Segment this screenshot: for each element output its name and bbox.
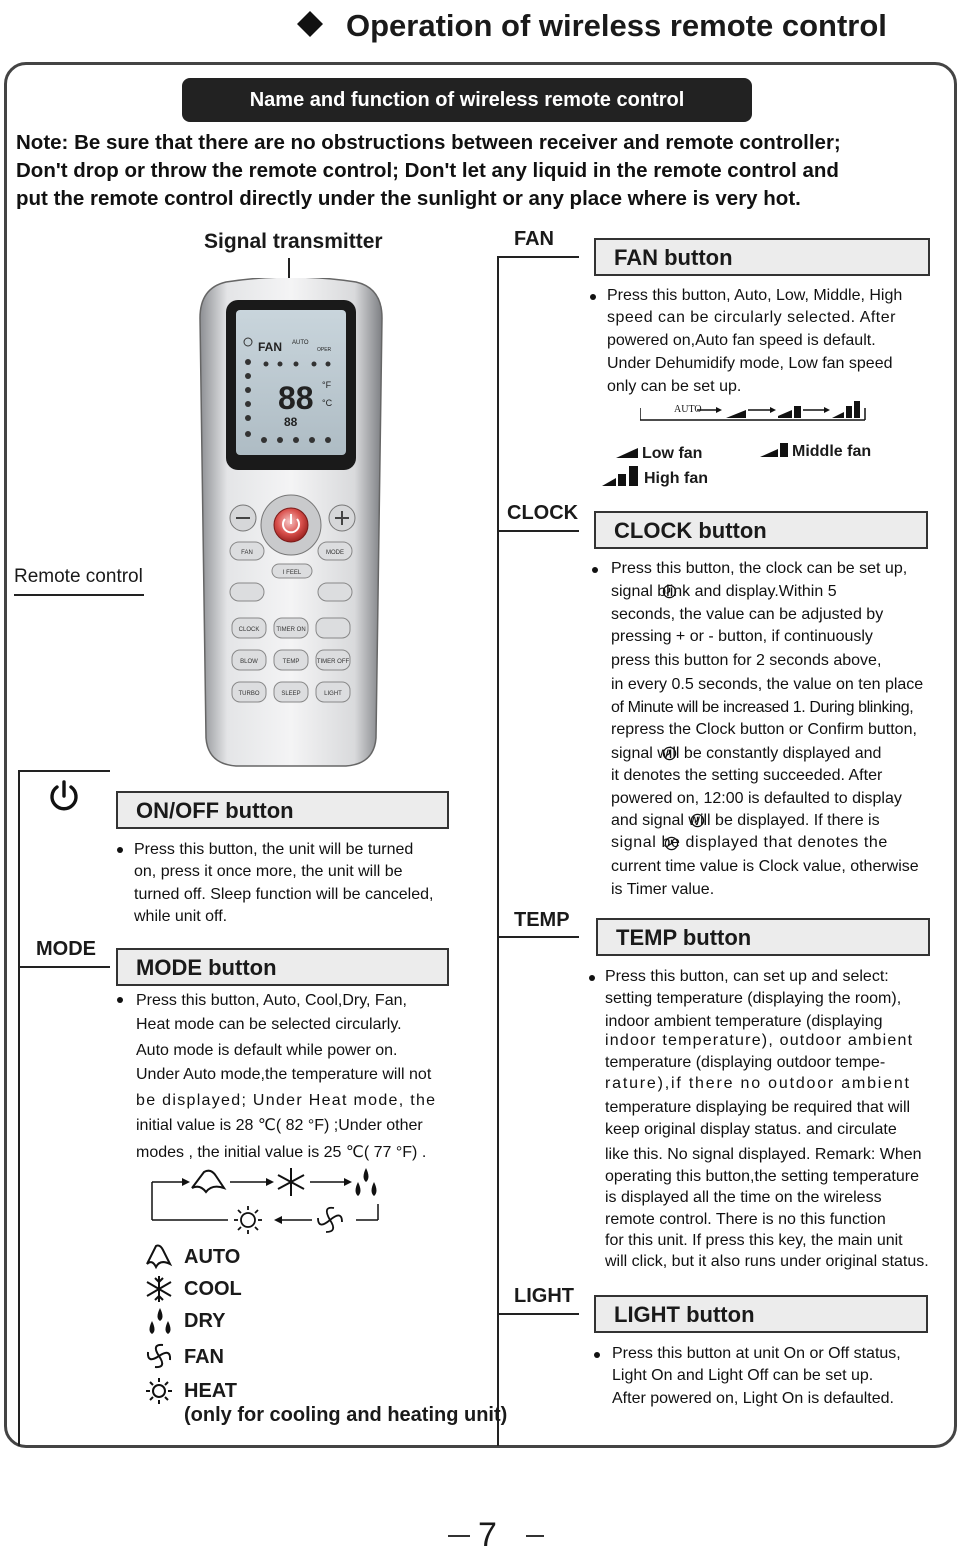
- clock-connector: [497, 530, 579, 532]
- lcd-temp-c: °C: [322, 398, 333, 408]
- clock-line-8: repress the Clock button or Confirm button,: [611, 721, 917, 738]
- onoff-line-3: turned off. Sleep function will be canceled,: [134, 886, 434, 903]
- light-connector: [497, 1313, 579, 1315]
- remote-blow-label: BLOW: [240, 659, 258, 665]
- temp-line-7: temperature displaying be required that will: [605, 1099, 911, 1116]
- fan-line-4: Under Dehumidify mode, Low fan speed: [607, 355, 893, 372]
- lcd-auto-text: AUTO: [292, 340, 309, 346]
- page-number-dash-left: [448, 1535, 470, 1537]
- remote-mode-label: MODE: [326, 550, 344, 556]
- mode-cycle-diagram: [148, 1164, 388, 1238]
- remote-timer-on-label: TIMER ON: [276, 627, 306, 633]
- fan-line-2: speed can be circularly selected. After: [607, 309, 896, 326]
- page-number: 7: [478, 1516, 497, 1550]
- mode-line-7: modes , the initial value is 25 ℃( 77 °F) .: [136, 1144, 427, 1161]
- diamond-bullet-icon: [296, 10, 324, 38]
- mode-line-4: Under Auto mode,the temperature will not: [136, 1066, 432, 1083]
- middle-fan-label: Middle fan: [792, 443, 872, 460]
- fan-button-title: FAN button: [594, 238, 930, 276]
- page-number-dash-right: [526, 1535, 544, 1537]
- clock-line-7: of Minute will be increased 1. During blinking,: [611, 699, 914, 716]
- left-bracket-line: [18, 770, 20, 1446]
- mode-label: MODE: [36, 938, 96, 960]
- note-line-3: put the remote control directly under the sunlight or any place where is very hot.: [16, 187, 801, 210]
- high-fan-icon: [602, 466, 638, 486]
- light-bullet: [594, 1352, 600, 1358]
- temp-line-9: like this. No signal displayed. Remark: When: [605, 1146, 922, 1163]
- temp-line-13: for this unit. If press this key, the main unit: [605, 1232, 903, 1249]
- note-line-2: Don't drop or throw the remote control; Don't let any liquid in the remote control and: [16, 159, 839, 182]
- fan-speed-sequence-diagram: [640, 398, 880, 422]
- remote-clock-label: CLOCK: [238, 627, 260, 633]
- remote-control-underline: [14, 594, 144, 596]
- fan-line-5: only can be set up.: [607, 378, 742, 395]
- temp-line-12: remote control. There is no this function: [605, 1211, 886, 1228]
- temp-line-10: operating this button,the setting temperature: [605, 1168, 919, 1185]
- mode-line-2: Heat mode can be selected circularly.: [136, 1016, 402, 1033]
- mode-button-title: MODE button: [116, 948, 449, 986]
- clock-line-3: seconds, the value can be adjusted by: [611, 606, 884, 623]
- signal-transmitter-line: [288, 258, 290, 280]
- auto-mode-icon: [144, 1242, 174, 1272]
- lcd-temp-f: °F: [322, 380, 332, 390]
- mode-line-6: initial value is 28 ℃( 82 °F) ;Under other: [136, 1117, 423, 1134]
- clock-signal-icon: [662, 584, 677, 599]
- light-line-2: Light On and Light Off can be set up.: [612, 1367, 874, 1384]
- temp-line-3: indoor ambient temperature (displaying: [605, 1013, 883, 1030]
- temp-line-11: is displayed all the time on the wireless: [605, 1189, 882, 1206]
- mode-line-3: Auto mode is default while power on.: [136, 1042, 398, 1059]
- high-fan-label: High fan: [644, 470, 708, 487]
- onoff-line-4: while unit off.: [134, 908, 228, 925]
- mode-connector: [18, 966, 110, 968]
- clock-bullet: [592, 567, 598, 573]
- mode-line-1: Press this button, Auto, Cool,Dry, Fan,: [136, 992, 407, 1009]
- remote-control-label: Remote control: [14, 566, 143, 587]
- onoff-line-2: on, press it once more, the unit will be: [134, 863, 403, 880]
- light-line-1: Press this button at unit On or Off status,: [612, 1345, 901, 1362]
- onoff-bullet: [117, 847, 123, 853]
- lcd-fan-text: FAN: [258, 340, 282, 354]
- fan-bullet: [590, 294, 596, 300]
- clock-line-13: signal be displayed that denotes the: [611, 834, 888, 851]
- temp-connector: [497, 936, 579, 938]
- temp-line-5: temperature (displaying outdoor tempe-: [605, 1054, 886, 1071]
- fan-mode-icon: [144, 1341, 174, 1371]
- light-line-3: After powered on, Light On is defaulted.: [612, 1390, 894, 1407]
- legend-dry: DRY: [184, 1310, 226, 1332]
- clock-line-5: press this button for 2 seconds above,: [611, 652, 882, 669]
- clock-signal-icon: [690, 813, 705, 828]
- clock-signal-icon: [664, 836, 679, 851]
- legend-auto: AUTO: [184, 1246, 241, 1268]
- remote-ifeel-label: I FEEL: [282, 570, 302, 576]
- legend-heat: HEAT: [184, 1380, 237, 1402]
- lcd-oper-text: OPER: [317, 347, 332, 353]
- lcd-timer-digits: 88: [284, 415, 298, 429]
- clock-button-title: CLOCK button: [594, 511, 928, 549]
- temp-line-2: setting temperature (displaying the room),: [605, 990, 902, 1007]
- legend-heat-note: (only for cooling and heating unit): [184, 1404, 508, 1426]
- temp-line-4: indoor temperature), outdoor ambient: [605, 1032, 914, 1049]
- low-fan-icon: [616, 446, 638, 458]
- remote-temp-label: TEMP: [282, 659, 300, 665]
- light-button-title: LIGHT button: [594, 1295, 928, 1333]
- clock-line-6: in every 0.5 seconds, the value on ten place: [611, 676, 924, 693]
- temp-line-14: will click, but it also runs under original status.: [605, 1253, 929, 1270]
- temp-button-title: TEMP button: [596, 918, 930, 956]
- lcd-temp-digits: 88: [278, 380, 314, 416]
- heat-mode-icon: [144, 1376, 174, 1406]
- remote-fan-label: FAN: [241, 550, 253, 556]
- clock-line-10: it denotes the setting succeeded. After: [611, 767, 883, 784]
- clock-line-11: powered on, 12:00 is defaulted to display: [611, 790, 902, 807]
- mode-bullet: [117, 997, 123, 1003]
- legend-cool: COOL: [184, 1278, 242, 1300]
- clock-label: CLOCK: [507, 502, 579, 524]
- remote-timer-off-label: TIMER OFF: [316, 659, 350, 665]
- note-line-1: Note: Be sure that there are no obstructions between receiver and remote controller;: [16, 131, 841, 154]
- remote-control-image: [196, 278, 386, 768]
- temp-bullet: [589, 975, 595, 981]
- fan-line-1: Press this button, Auto, Low, Middle, High: [607, 287, 903, 304]
- dry-mode-icon: [144, 1306, 174, 1336]
- fan-label: FAN: [514, 228, 554, 250]
- fan-connector: [497, 256, 579, 258]
- onoff-button-title: ON/OFF button: [116, 791, 449, 829]
- middle-fan-icon: [760, 443, 788, 457]
- clock-line-14: current time value is Clock value, otherwise: [611, 858, 919, 875]
- temp-line-8: keep original display status. and circulate: [605, 1121, 897, 1138]
- light-label: LIGHT: [514, 1285, 574, 1307]
- clock-signal-icon: [662, 746, 677, 761]
- page-title: Operation of wireless remote control: [346, 8, 887, 43]
- fan-line-3: powered on,Auto fan speed is default.: [607, 332, 876, 349]
- remote-turbo-label: TURBO: [238, 691, 260, 697]
- clock-line-4: pressing + or - button, if continuously: [611, 628, 873, 645]
- remote-light-label: LIGHT: [324, 691, 342, 697]
- section-banner: Name and function of wireless remote control: [182, 78, 752, 122]
- clock-line-9: signal will be constantly displayed and: [611, 745, 882, 762]
- remote-sleep-label: SLEEP: [281, 691, 301, 697]
- temp-line-1: Press this button, can set up and select:: [605, 968, 889, 985]
- temp-line-6: rature),if there no outdoor ambient: [605, 1075, 911, 1092]
- fan-seq-auto-text: AUTO: [674, 404, 702, 415]
- clock-line-15: is Timer value.: [611, 881, 715, 898]
- onoff-connector: [18, 770, 110, 772]
- temp-label: TEMP: [514, 909, 570, 931]
- clock-line-1: Press this button, the clock can be set up,: [611, 560, 908, 577]
- mode-line-5: be displayed; Under Heat mode, the: [136, 1092, 437, 1109]
- signal-transmitter-label: Signal transmitter: [204, 230, 383, 253]
- clock-line-12: and signal will be displayed. If there is: [611, 812, 880, 829]
- power-icon: [46, 778, 82, 814]
- center-divider-line: [497, 256, 499, 1446]
- clock-line-2: signal blink and display.Within 5: [611, 583, 837, 600]
- low-fan-label: Low fan: [642, 445, 703, 462]
- onoff-line-1: Press this button, the unit will be turned: [134, 841, 414, 858]
- cool-mode-icon: [144, 1274, 174, 1304]
- legend-fan: FAN: [184, 1346, 224, 1368]
